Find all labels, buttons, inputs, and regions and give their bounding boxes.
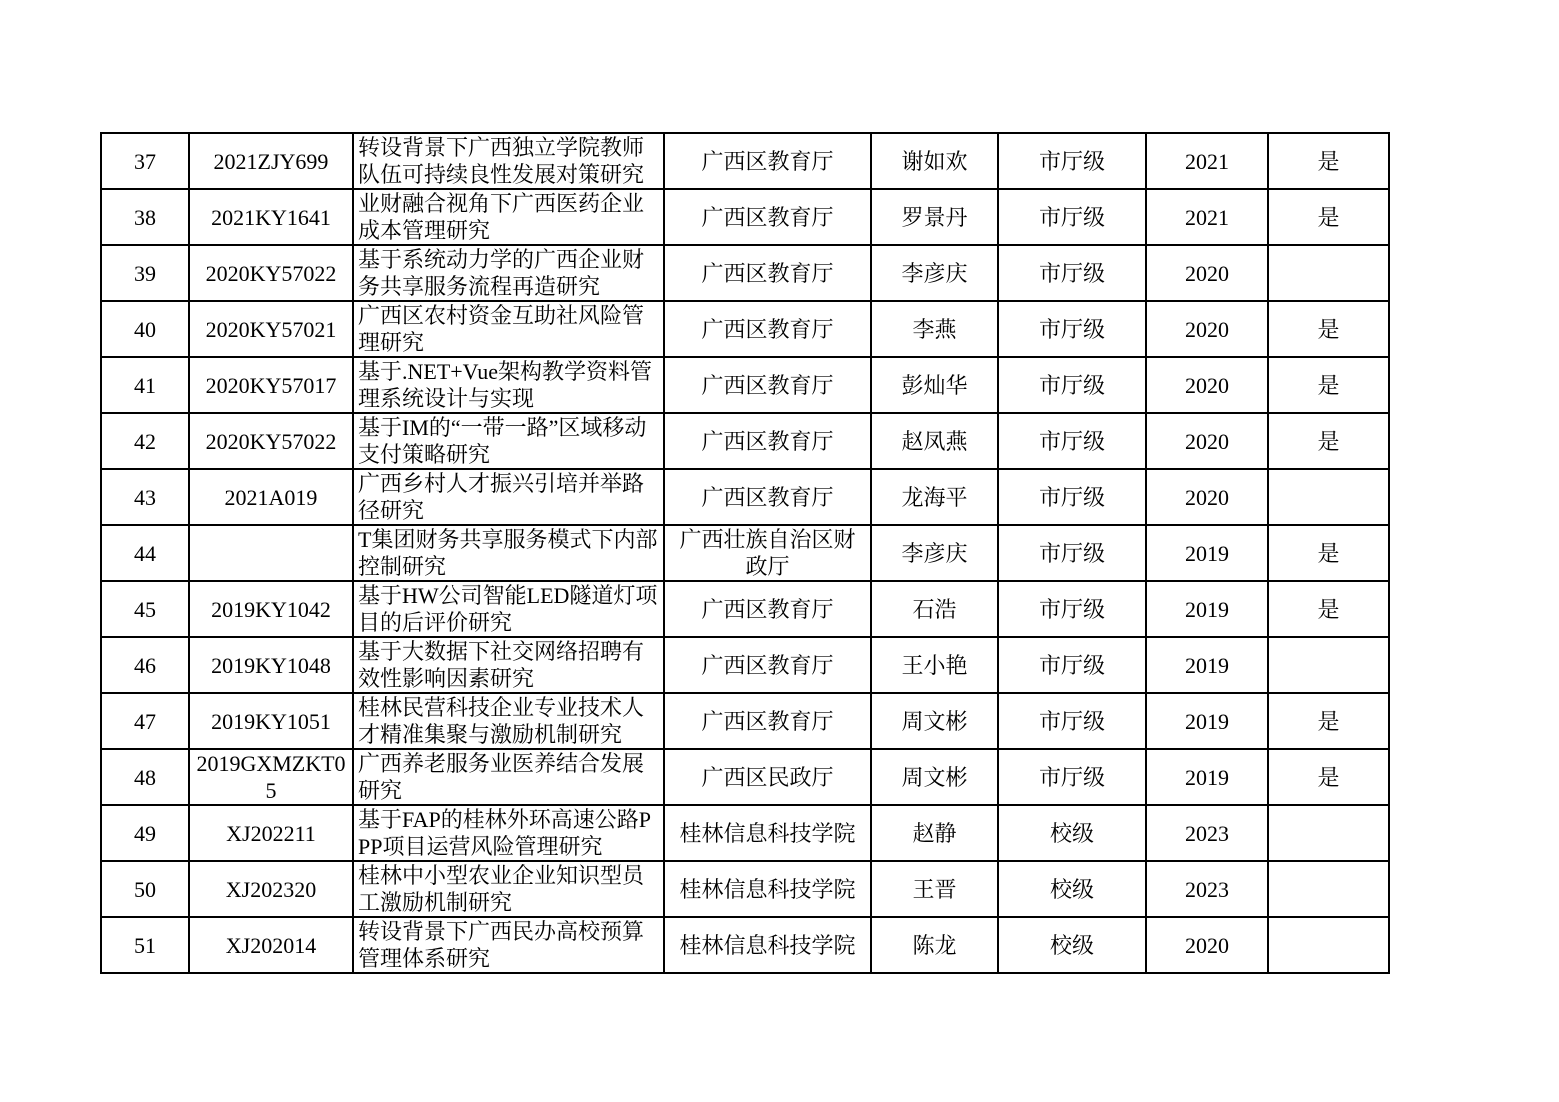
cell-year: 2020 — [1146, 469, 1268, 525]
cell-num: 40 — [101, 301, 189, 357]
cell-level: 市厅级 — [998, 357, 1146, 413]
cell-code: 2019KY1051 — [189, 693, 353, 749]
cell-org: 桂林信息科技学院 — [664, 805, 871, 861]
cell-leader: 陈龙 — [871, 917, 998, 973]
cell-leader: 彭灿华 — [871, 357, 998, 413]
cell-flag — [1268, 861, 1389, 917]
cell-flag: 是 — [1268, 413, 1389, 469]
cell-title: 桂林民营科技企业专业技术人才精准集聚与激励机制研究 — [353, 693, 664, 749]
cell-leader: 周文彬 — [871, 693, 998, 749]
projects-table-body — [101, 133, 1389, 973]
table-row — [101, 245, 1389, 301]
cell-flag — [1268, 245, 1389, 301]
cell-org: 广西壮族自治区财政厅 — [664, 525, 871, 581]
cell-num: 39 — [101, 245, 189, 301]
table-row — [101, 357, 1389, 413]
cell-year: 2019 — [1146, 637, 1268, 693]
table-row — [101, 861, 1389, 917]
cell-title: 基于IM的“一带一路”区域移动支付策略研究 — [353, 413, 664, 469]
cell-level: 市厅级 — [998, 693, 1146, 749]
cell-code: XJ202014 — [189, 917, 353, 973]
cell-org: 广西区教育厅 — [664, 693, 871, 749]
table-row — [101, 805, 1389, 861]
cell-num: 48 — [101, 749, 189, 805]
cell-num: 37 — [101, 133, 189, 189]
cell-year: 2020 — [1146, 245, 1268, 301]
cell-title: 广西乡村人才振兴引培并举路径研究 — [353, 469, 664, 525]
cell-year: 2023 — [1146, 861, 1268, 917]
cell-code: XJ202320 — [189, 861, 353, 917]
cell-org: 广西区教育厅 — [664, 189, 871, 245]
table-row — [101, 189, 1389, 245]
cell-code: 2021ZJY699 — [189, 133, 353, 189]
cell-num: 41 — [101, 357, 189, 413]
cell-flag: 是 — [1268, 525, 1389, 581]
cell-flag: 是 — [1268, 357, 1389, 413]
cell-code — [189, 525, 353, 581]
cell-code: 2020KY57022 — [189, 245, 353, 301]
cell-num: 51 — [101, 917, 189, 973]
cell-flag — [1268, 805, 1389, 861]
cell-title: 基于.NET+Vue架构教学资料管理系统设计与实现 — [353, 357, 664, 413]
cell-title: 转设背景下广西民办高校预算管理体系研究 — [353, 917, 664, 973]
cell-org: 桂林信息科技学院 — [664, 861, 871, 917]
cell-org: 广西区民政厅 — [664, 749, 871, 805]
cell-level: 市厅级 — [998, 525, 1146, 581]
cell-org: 广西区教育厅 — [664, 133, 871, 189]
cell-org: 广西区教育厅 — [664, 301, 871, 357]
cell-code: 2019GXMZKT05 — [189, 749, 353, 805]
cell-year: 2019 — [1146, 693, 1268, 749]
cell-code: 2020KY57022 — [189, 413, 353, 469]
cell-flag: 是 — [1268, 749, 1389, 805]
table-row — [101, 917, 1389, 973]
cell-title: 基于大数据下社交网络招聘有效性影响因素研究 — [353, 637, 664, 693]
cell-leader: 李彦庆 — [871, 525, 998, 581]
cell-org: 广西区教育厅 — [664, 413, 871, 469]
cell-leader: 谢如欢 — [871, 133, 998, 189]
cell-year: 2019 — [1146, 525, 1268, 581]
cell-leader: 周文彬 — [871, 749, 998, 805]
cell-flag: 是 — [1268, 301, 1389, 357]
cell-leader: 龙海平 — [871, 469, 998, 525]
cell-leader: 罗景丹 — [871, 189, 998, 245]
cell-flag: 是 — [1268, 581, 1389, 637]
cell-title: 基于FAP的桂林外环高速公路PPP项目运营风险管理研究 — [353, 805, 664, 861]
cell-code: XJ202211 — [189, 805, 353, 861]
cell-year: 2020 — [1146, 413, 1268, 469]
cell-level: 市厅级 — [998, 245, 1146, 301]
cell-leader: 李燕 — [871, 301, 998, 357]
cell-level: 市厅级 — [998, 133, 1146, 189]
cell-level: 市厅级 — [998, 637, 1146, 693]
cell-year: 2019 — [1146, 749, 1268, 805]
cell-title: 广西养老服务业医养结合发展研究 — [353, 749, 664, 805]
cell-year: 2020 — [1146, 917, 1268, 973]
table-row — [101, 749, 1389, 805]
table-row — [101, 693, 1389, 749]
cell-num: 46 — [101, 637, 189, 693]
cell-year: 2020 — [1146, 301, 1268, 357]
table-row — [101, 413, 1389, 469]
cell-code: 2021A019 — [189, 469, 353, 525]
cell-level: 校级 — [998, 917, 1146, 973]
cell-leader: 赵静 — [871, 805, 998, 861]
cell-level: 市厅级 — [998, 301, 1146, 357]
cell-num: 44 — [101, 525, 189, 581]
cell-code: 2020KY57017 — [189, 357, 353, 413]
cell-year: 2021 — [1146, 133, 1268, 189]
cell-level: 市厅级 — [998, 413, 1146, 469]
cell-title: 转设背景下广西独立学院教师队伍可持续良性发展对策研究 — [353, 133, 664, 189]
table-row — [101, 301, 1389, 357]
cell-leader: 赵凤燕 — [871, 413, 998, 469]
cell-title: 基于系统动力学的广西企业财务共享服务流程再造研究 — [353, 245, 664, 301]
cell-num: 45 — [101, 581, 189, 637]
cell-level: 市厅级 — [998, 189, 1146, 245]
cell-code: 2021KY1641 — [189, 189, 353, 245]
cell-org: 广西区教育厅 — [664, 245, 871, 301]
cell-num: 42 — [101, 413, 189, 469]
table-row — [101, 525, 1389, 581]
cell-title: 桂林中小型农业企业知识型员工激励机制研究 — [353, 861, 664, 917]
cell-num: 43 — [101, 469, 189, 525]
table-row — [101, 581, 1389, 637]
cell-num: 49 — [101, 805, 189, 861]
cell-leader: 王晋 — [871, 861, 998, 917]
cell-year: 2019 — [1146, 581, 1268, 637]
cell-level: 校级 — [998, 805, 1146, 861]
cell-code: 2020KY57021 — [189, 301, 353, 357]
cell-flag — [1268, 469, 1389, 525]
cell-num: 38 — [101, 189, 189, 245]
cell-org: 桂林信息科技学院 — [664, 917, 871, 973]
cell-leader: 王小艳 — [871, 637, 998, 693]
cell-flag: 是 — [1268, 189, 1389, 245]
cell-flag: 是 — [1268, 693, 1389, 749]
cell-level: 市厅级 — [998, 581, 1146, 637]
cell-num: 47 — [101, 693, 189, 749]
cell-level: 校级 — [998, 861, 1146, 917]
cell-year: 2023 — [1146, 805, 1268, 861]
cell-leader: 石浩 — [871, 581, 998, 637]
cell-org: 广西区教育厅 — [664, 637, 871, 693]
cell-flag: 是 — [1268, 133, 1389, 189]
cell-level: 市厅级 — [998, 469, 1146, 525]
cell-flag — [1268, 917, 1389, 973]
cell-org: 广西区教育厅 — [664, 357, 871, 413]
cell-year: 2020 — [1146, 357, 1268, 413]
cell-code: 2019KY1048 — [189, 637, 353, 693]
cell-org: 广西区教育厅 — [664, 469, 871, 525]
cell-title: 广西区农村资金互助社风险管理研究 — [353, 301, 664, 357]
cell-title: 基于HW公司智能LED隧道灯项目的后评价研究 — [353, 581, 664, 637]
table-row — [101, 469, 1389, 525]
cell-title: T集团财务共享服务模式下内部控制研究 — [353, 525, 664, 581]
cell-org: 广西区教育厅 — [664, 581, 871, 637]
cell-title: 业财融合视角下广西医药企业成本管理研究 — [353, 189, 664, 245]
cell-flag — [1268, 637, 1389, 693]
cell-num: 50 — [101, 861, 189, 917]
cell-level: 市厅级 — [998, 749, 1146, 805]
table-row — [101, 637, 1389, 693]
cell-code: 2019KY1042 — [189, 581, 353, 637]
cell-leader: 李彦庆 — [871, 245, 998, 301]
table-row — [101, 133, 1389, 189]
projects-table — [100, 132, 1390, 974]
cell-year: 2021 — [1146, 189, 1268, 245]
